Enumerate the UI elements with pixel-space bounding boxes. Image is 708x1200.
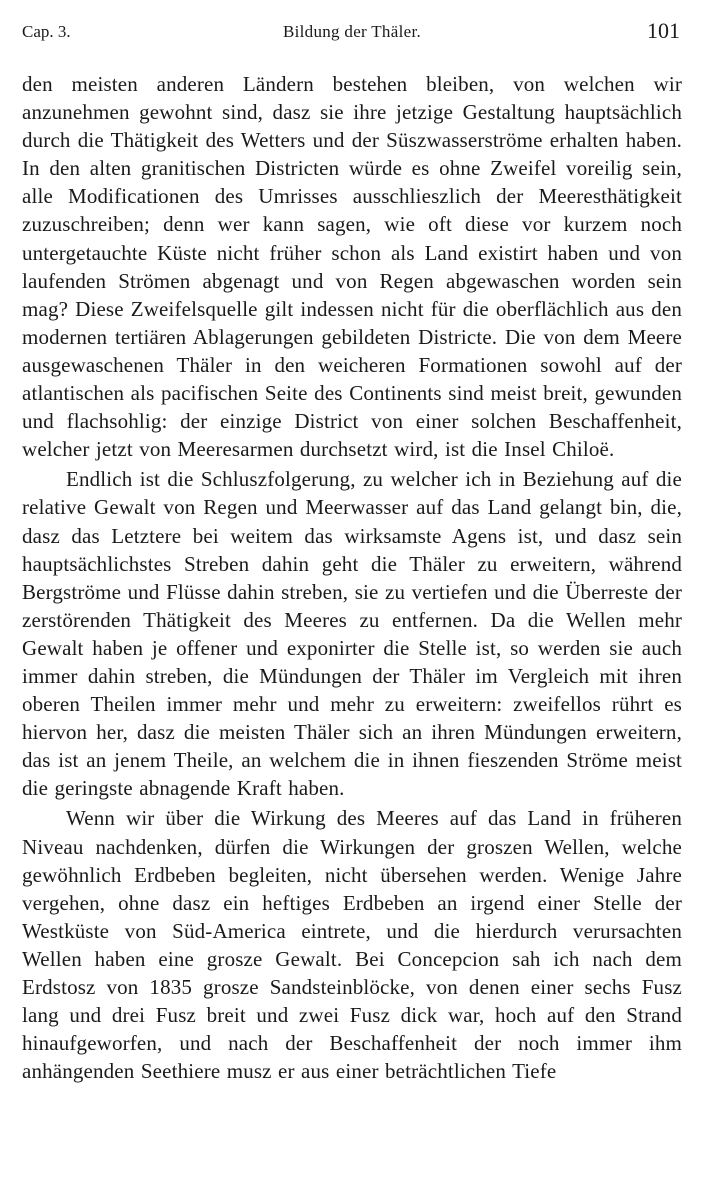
paragraph: Endlich ist die Schluszfolgerung, zu welcher ich in Beziehung auf die relative Gewalt von Regen und Meerwasser auf das Land gelangt bin, die, dasz das Letztere bei weitem das wirksamste Agens ist, und dasz sein hauptsächlichstes Streben dahin geht die Thäler zu erweitern, während Bergströme und Flüsse dahin streben, sie zu vertiefen und die Überreste der zerstörenden Thätigkeit des Meeres zu entfernen. Da die Wellen mehr Gewalt haben je offener und exponirter die Stelle ist, so werden sie auch immer dahin streben, die Mündungen der Thäler im Vergleich mit ihren oberen Theilen immer mehr und mehr zu erweitern: zweifellos rührt es hiervon her, dasz die meisten Thäler sich an ihren Mündungen erweitern, das ist an jenem Theile, an welchem die in ihnen fieszenden Ströme meist die geringste abnagende Kraft haben. bbox=[22, 467, 682, 801]
book-page bbox=[22, 18, 682, 1085]
paragraph: Wenn wir über die Wirkung des Meeres auf das Land in früheren Niveau nachdenken, dürfen die Wirkungen der groszen Wellen, welche gewöhnlich Erdbeben begleiten, nicht übersehen werden. Wenige Jahre vergehen, ohne dasz ein heftiges Erdbeben an irgend einer Stelle der Westküste von Süd-America eintrete, und die hierdurch verursachten Wellen haben eine grosze Gewalt. Bei Concepcion sah ich nach dem Erdstosz von 1835 grosze Sandsteinblöcke, von denen einer sechs Fusz lang und drei Fusz breit und zwei Fusz dick war, hoch auf den Strand hinaufgeworfen, und nach der Beschaffenheit der noch immer ihm anhängenden Seethiere musz er aus einer beträchtlichen Tiefe bbox=[22, 806, 682, 1084]
chapter-label: Cap. 3. bbox=[22, 22, 71, 41]
page-number: 101 bbox=[647, 18, 680, 43]
running-head bbox=[22, 18, 682, 58]
running-title: Bildung der Thäler. bbox=[282, 22, 422, 41]
paragraph: den meisten anderen Ländern bestehen bleiben, von welchen wir anzunehmen gewohnt sind, dasz sie ihre jetzige Gestaltung hauptsächlich durch die Thätigkeit des Wetters und der Süszwasserströme erhalten haben. In den alten granitischen Districten würde es ohne Zweifel voreilig sein, alle Modificationen des Umrisses ausschlieszlich der Meeresthätigkeit zuzuschreiben; denn wer kann sagen, wie oft diese vor kurzem noch untergetauchte Küste nicht früher schon als Land existirt haben und von laufenden Strömen abgenagt und von Regen abgewaschen worden sein mag? Diese Zweifelsquelle gilt indessen nicht für die oberflächlich aus den modernen tertiären Ablagerungen gebildeten Districte. Die von dem Meere ausgewaschenen Thäler in den weicheren Formationen sowohl auf der atlantischen als pacifischen Seite des Continents sind meist breit, gewunden und flachsohlig: der einzige District von einer solchen Beschaffenheit, welcher jetzt von Meeresarmen durchsetzt wird, ist die Insel Chiloë. bbox=[22, 72, 682, 462]
body-text bbox=[22, 70, 682, 1085]
